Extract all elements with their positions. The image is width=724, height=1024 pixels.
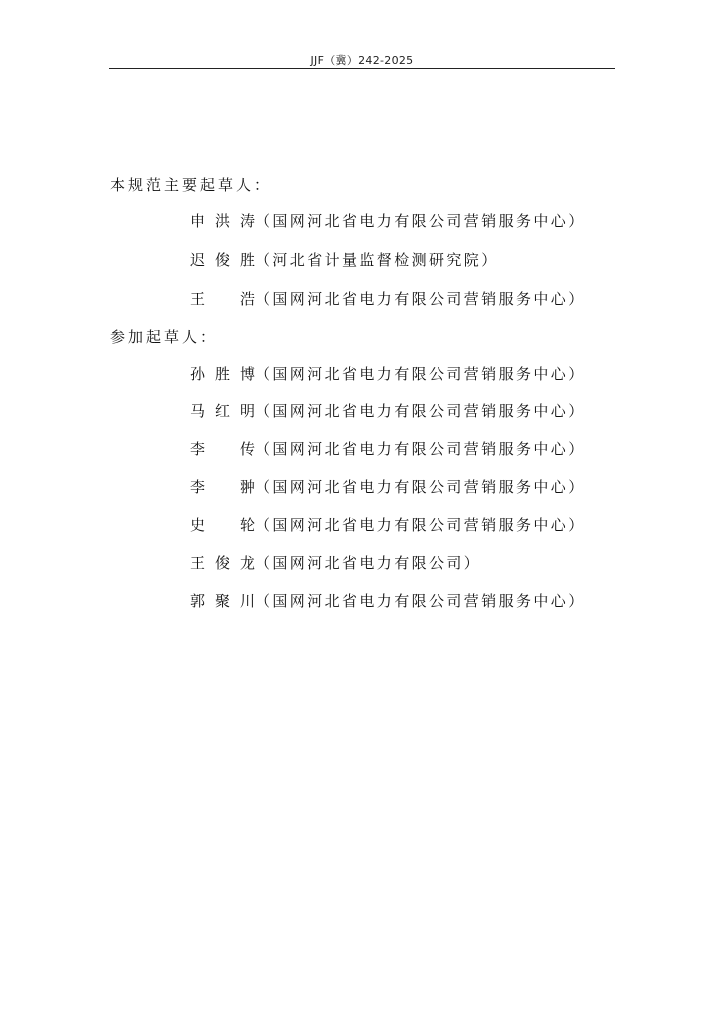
drafter-organization: （国网河北省电力有限公司营销服务中心） xyxy=(255,478,586,496)
participating-drafter-row xyxy=(190,476,586,497)
drafter-name: 迟俊胜 xyxy=(190,251,255,269)
drafter-name: 李 传 xyxy=(190,440,255,458)
main-drafters-title: 本规范主要起草人： xyxy=(110,176,273,194)
drafter-organization: （国网河北省电力有限公司营销服务中心） xyxy=(255,290,586,308)
participating-drafter-row xyxy=(190,552,481,573)
drafter-organization: （国网河北省电力有限公司营销服务中心） xyxy=(255,402,586,420)
drafter-organization: （国网河北省电力有限公司营销服务中心） xyxy=(255,212,586,230)
participating-drafter-row xyxy=(190,514,586,535)
main-drafter-row xyxy=(190,210,586,231)
drafter-name: 史 轮 xyxy=(190,516,255,534)
participating-drafter-row xyxy=(190,400,586,421)
drafter-organization: （国网河北省电力有限公司营销服务中心） xyxy=(255,516,586,534)
drafter-name: 王俊龙 xyxy=(190,554,255,572)
drafter-organization: （国网河北省电力有限公司营销服务中心） xyxy=(255,592,586,610)
drafter-name: 王 浩 xyxy=(190,290,255,308)
drafter-organization: （河北省计量监督检测研究院） xyxy=(255,251,499,269)
drafter-name: 孙胜博 xyxy=(190,365,255,383)
page-header-code: JJF（冀）242-2025 xyxy=(310,54,414,67)
drafter-organization: （国网河北省电力有限公司营销服务中心） xyxy=(255,440,586,458)
drafter-name: 郭聚川 xyxy=(190,592,255,610)
participating-drafters-title: 参加起草人： xyxy=(110,328,219,346)
participating-drafter-row xyxy=(190,363,586,384)
participating-drafter-row xyxy=(190,590,586,611)
drafter-organization: （国网河北省电力有限公司） xyxy=(255,554,482,572)
drafter-name: 马红明 xyxy=(190,402,255,420)
drafter-name: 李 翀 xyxy=(190,478,255,496)
header-divider xyxy=(109,68,615,69)
participating-drafter-row xyxy=(190,438,586,459)
drafter-name: 申洪涛 xyxy=(190,212,255,230)
main-drafter-row xyxy=(190,288,586,309)
drafter-organization: （国网河北省电力有限公司营销服务中心） xyxy=(255,365,586,383)
main-drafter-row xyxy=(190,249,499,270)
